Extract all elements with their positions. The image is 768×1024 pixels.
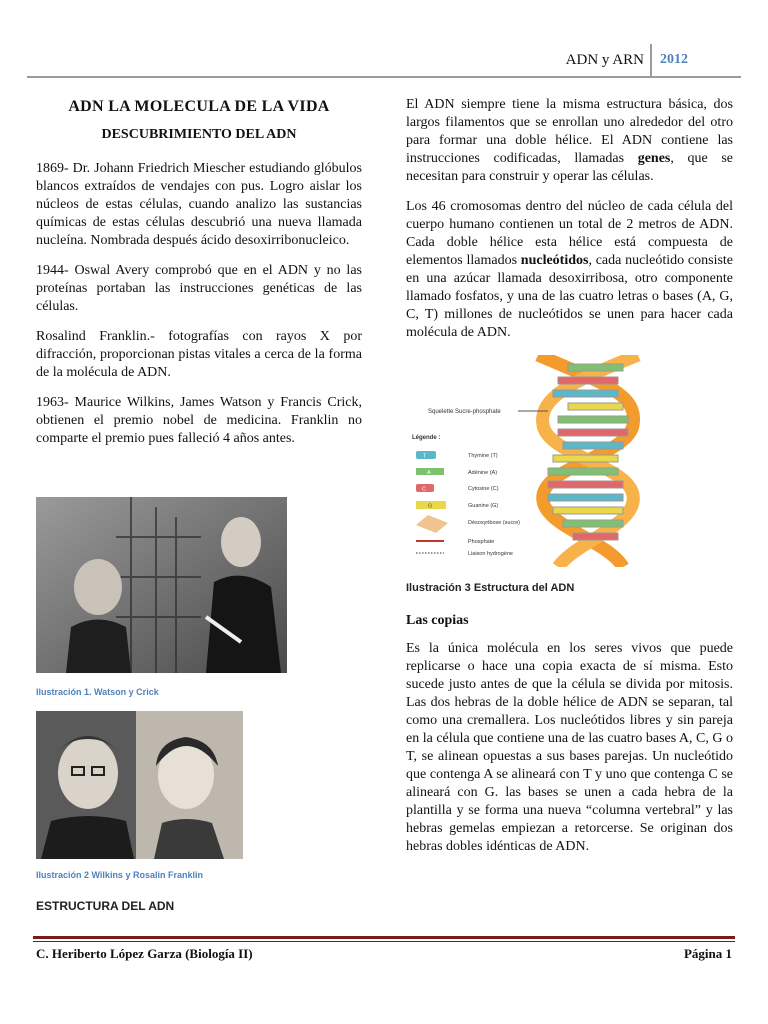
legend-swatch-sugar <box>416 515 448 533</box>
left-column <box>36 98 362 460</box>
paragraph-franklin: Rosalind Franklin.- fotografías con rayos X por difracción, proporcionan pistas vitales a cerca de la forma de la molécula de ADN. <box>36 329 362 380</box>
paragraph-1869: 1869- Dr. Johann Friedrich Miescher estudiando glóbulos blancos extraídos de vendajes con pus. Logro aislar los núcleos de estas células, cuando analizo las sustancias químicas de estas células descubrió una nueva llamada nucleína. Nombrada después ácido desoxirribonucleico. <box>36 161 362 248</box>
paragraph-1963: 1963- Maurice Wilkins, James Watson y Francis Crick, obtienen el premio nobel de medicina. Franklin no comparte el premio pues falleció 4 años antes. <box>36 395 362 446</box>
photo-wilkins-franklin <box>36 711 243 859</box>
text-run: , cada nucleótido consiste en una azúcar llamada desoxirribosa, otro componente llamado fosfatos, y una de las cuatro letras o bases (A, G, C, T) millones de nucleótidos se unen para hacer cada molécula de ADN. <box>406 253 734 340</box>
photo-watson-crick <box>36 497 287 673</box>
caption-figure-3: Ilustración 3 Estructura del ADN <box>406 582 575 594</box>
legend-letter-c: C <box>422 486 426 493</box>
section-heading-copias: Las copias <box>406 613 469 628</box>
document-title: ADN LA MOLECULA DE LA VIDA <box>68 98 330 115</box>
caption-figure-2: Ilustración 2 Wilkins y Rosalin Franklin <box>36 870 203 880</box>
paragraph-1944: 1944- Oswal Avery comprobó que en el ADN y no las proteínas portaban las instrucciones genéticas de las células. <box>36 263 362 314</box>
section-heading-structure: ESTRUCTURA DEL ADN <box>36 899 175 913</box>
text-run: , que se necesitan para construir y operar las células. <box>406 151 733 184</box>
legend-hbond: Liaison hydrogène <box>468 551 513 557</box>
section-heading-discovery: DESCUBRIMIENTO DEL ADN <box>101 127 297 142</box>
paragraph-structure <box>406 96 733 186</box>
legend-guanine: Guanine (G) <box>468 503 499 509</box>
right-column-bottom <box>406 612 733 868</box>
legend-letter-t: T <box>423 453 427 460</box>
paragraph-copias: Es la única molécula en los seres vivos que puede replicarse o hace una copia exacta de sí misma. Esto sucede justo antes de que la célula se divida por mitosis. Las dos hebras de la doble hélice de ADN se separan, tal como una cremallera. Los nucleótidos libres y sin pareja en la célula que contiene una de las cuatro bases A, C, G o T, se alinean opuestas a sus bases parejas. Un nucleótido que contenga A se alineará con T y uno que contenga C se alineará con G. las bases se unen a cada hebra de la plantilla y se forma una nueva “columna vertebral” y las hebras gemelas empiezan a retorcerse. Se originan dos hebras dobles idénticas de ADN. <box>406 641 733 854</box>
legend-sugar: Désoxyribose (sucre) <box>468 520 520 526</box>
header-title: ADN y ARN <box>565 52 644 68</box>
legend-letter-a: A <box>427 470 431 476</box>
legend-cytosine: Cytosine (C) <box>468 486 499 492</box>
text-run: El ADN siempre tiene la misma estructura básica, dos largos filamentos que se enrollan uno alrededor del otro para formar una doble hélice. El ADN contiene las instrucciones codificadas, llamadas <box>406 97 733 166</box>
paragraph-chromosomes <box>406 198 733 342</box>
legend-adenine: Adénine (A) <box>468 470 498 476</box>
header-rule <box>27 76 741 78</box>
caption-figure-1: Ilustración 1. Watson y Crick <box>36 687 159 697</box>
legend-title: Légende : <box>412 435 441 441</box>
text-run: Los 46 cromosomas dentro del núcleo de cada célula del cuerpo humano contienen un total de 2 metros de ADN. Cada doble hélice esta hélice está compuesta de elementos llamados <box>406 199 733 268</box>
footer-rule-thin <box>33 941 735 942</box>
term-genes: genes <box>637 151 671 166</box>
legend-letter-g: G <box>428 503 433 510</box>
double-helix <box>538 355 638 567</box>
term-nucleotidos: nucleótidos <box>520 253 589 268</box>
legend-phosphate: Phosphate <box>468 539 495 545</box>
header-year: 2012 <box>660 52 688 67</box>
footer-page-number: Página 1 <box>683 946 732 961</box>
label-squelette: Squelette Sucre-phosphate <box>428 409 501 415</box>
header-separator <box>650 44 652 78</box>
footer-rule <box>33 936 735 939</box>
footer-author: C. Heriberto López Garza (Biología II) <box>36 946 253 961</box>
legend-thymine: Thymine (T) <box>468 453 498 459</box>
right-column-top <box>406 96 733 354</box>
dna-structure-figure <box>408 355 670 567</box>
